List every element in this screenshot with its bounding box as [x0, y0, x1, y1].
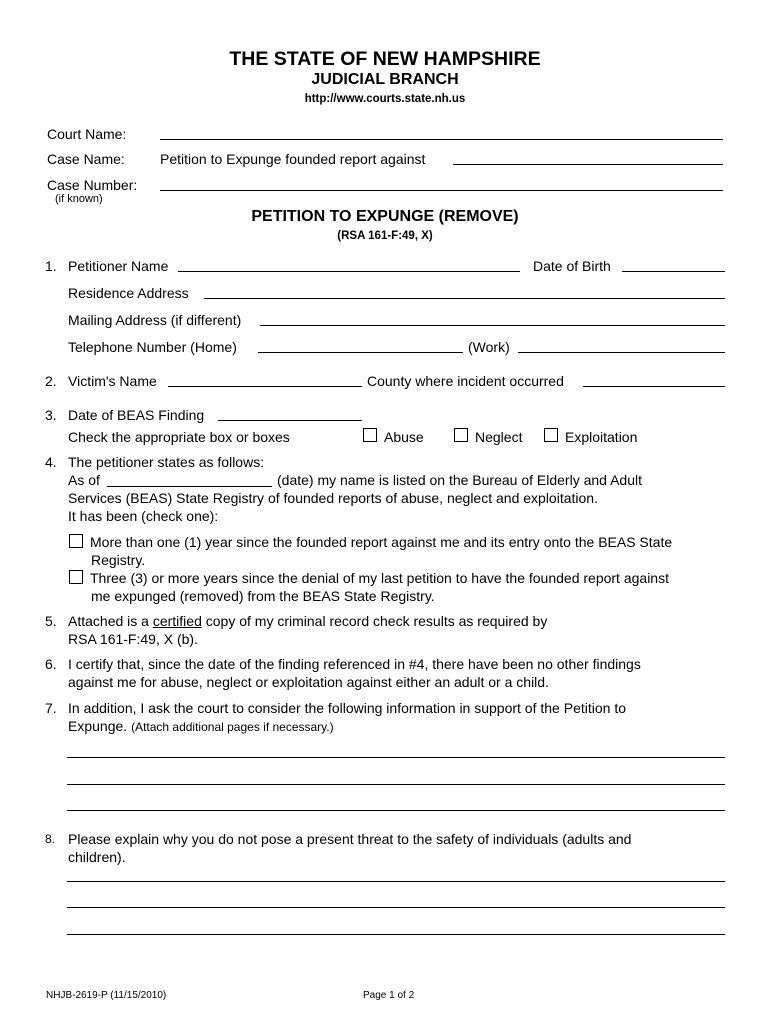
- abuse-checkbox[interactable]: [363, 428, 377, 442]
- threat-explain-line-3[interactable]: [67, 934, 725, 935]
- dob-field[interactable]: [622, 271, 725, 272]
- support-info-text-2: [68, 718, 334, 735]
- case-number-note: (if known): [55, 193, 103, 205]
- case-name-prefix: Petition to Expunge founded report against: [160, 151, 426, 167]
- certify-text-1: I certify that, since the date of the finding referenced in #4, there have been no other findings: [68, 656, 641, 672]
- threat-explain-text-2: children).: [68, 849, 126, 865]
- neglect-label: Neglect: [475, 429, 523, 445]
- support-info-text-1: In addition, I ask the court to consider the following information in support of the Petition to: [68, 700, 626, 716]
- victim-name-label: Victim's Name: [68, 373, 157, 389]
- form-id: NHJB-2619-P (11/15/2010): [46, 990, 167, 1001]
- mailing-field[interactable]: [260, 325, 725, 326]
- county-label: County where incident occurred: [367, 373, 564, 389]
- threat-explain-text-1: Please explain why you do not pose a present threat to the safety of individuals (adults and: [68, 831, 632, 847]
- phone-home-field[interactable]: [258, 352, 463, 353]
- case-name-label: Case Name:: [47, 151, 125, 167]
- victim-name-field[interactable]: [168, 386, 362, 387]
- page-subtitle: JUDICIAL BRANCH: [311, 71, 459, 88]
- residence-field[interactable]: [204, 298, 725, 299]
- abuse-label: Abuse: [384, 429, 424, 445]
- mailing-label: Mailing Address (if different): [68, 312, 242, 328]
- option-one-year-text-cont: Registry.: [91, 552, 146, 568]
- support-info-line-1[interactable]: [67, 757, 725, 758]
- support-info-main: Expunge.: [68, 718, 132, 734]
- certify-text-2: against me for abuse, neglect or exploitation against either an adult or a child.: [68, 674, 549, 690]
- date-finding-label: Date of BEAS Finding: [68, 407, 205, 423]
- dob-label: Date of Birth: [533, 258, 611, 274]
- criminal-record-pre: Attached is a: [68, 613, 153, 629]
- item-6-number: 6.: [45, 656, 57, 672]
- item-1-number: 1.: [45, 258, 57, 274]
- support-info-note: (Attach additional pages if necessary.): [131, 720, 334, 734]
- option-three-years-text-cont: me expunged (removed) from the BEAS State Registry.: [91, 588, 435, 604]
- criminal-record-statute: RSA 161-F:49, X (b).: [68, 631, 198, 647]
- court-url: http://www.courts.state.nh.us: [304, 93, 466, 105]
- residence-label: Residence Address: [68, 285, 189, 301]
- item-3-number: 3.: [45, 407, 57, 423]
- option-three-years-checkbox[interactable]: [69, 570, 83, 584]
- neglect-checkbox[interactable]: [454, 428, 468, 442]
- item-2-number: 2.: [45, 373, 57, 389]
- as-of-label: As of: [68, 472, 100, 488]
- item-4-number: 4.: [45, 454, 57, 470]
- form-statute: (RSA 161-F:49, X): [337, 230, 433, 242]
- exploitation-label: Exploitation: [565, 429, 638, 445]
- registry-text: Services (BEAS) State Registry of founded reports of abuse, neglect and exploitation.: [68, 490, 598, 506]
- court-name-field[interactable]: [160, 139, 723, 140]
- criminal-record-text: [68, 613, 547, 629]
- petitioner-name-label: Petitioner Name: [68, 258, 169, 274]
- item-7-number: 7.: [45, 700, 57, 716]
- page-title: THE STATE OF NEW HAMPSHIRE: [229, 48, 541, 70]
- court-name-label: Court Name:: [47, 126, 127, 142]
- support-info-line-3[interactable]: [67, 810, 725, 811]
- case-number-label: Case Number:: [47, 177, 138, 193]
- case-number-field[interactable]: [160, 190, 723, 191]
- option-one-year-checkbox[interactable]: [69, 534, 83, 548]
- listed-date-text: (date) my name is listed on the Bureau of Elderly and Adult: [277, 472, 642, 488]
- case-name-field[interactable]: [453, 164, 723, 165]
- listed-date-field[interactable]: [107, 486, 272, 487]
- statement-intro: The petitioner states as follows:: [68, 454, 265, 470]
- threat-explain-line-2[interactable]: [67, 907, 725, 908]
- county-field[interactable]: [583, 386, 725, 387]
- item-5-number: 5.: [45, 613, 57, 629]
- check-boxes-label: Check the appropriate box or boxes: [68, 429, 290, 445]
- option-one-year-text: More than one (1) year since the founded report against me and its entry onto the BEAS State: [90, 534, 673, 550]
- exploitation-checkbox[interactable]: [544, 428, 558, 442]
- phone-work-field[interactable]: [518, 352, 725, 353]
- phone-home-label: Telephone Number (Home): [68, 339, 237, 355]
- certified-word: certified: [152, 613, 202, 629]
- petitioner-name-field[interactable]: [178, 271, 520, 272]
- criminal-record-post: copy of my criminal record check results as required by: [201, 613, 548, 629]
- support-info-line-2[interactable]: [67, 784, 725, 785]
- phone-work-label: (Work): [468, 339, 510, 355]
- threat-explain-line-1[interactable]: [67, 881, 725, 882]
- form-title: PETITION TO EXPUNGE (REMOVE): [251, 208, 519, 225]
- option-three-years-text: Three (3) or more years since the denial of my last petition to have the founded report against: [90, 570, 669, 586]
- date-finding-field[interactable]: [218, 420, 362, 421]
- page-number: Page 1 of 2: [363, 990, 415, 1001]
- item-8-number: 8.: [45, 832, 56, 846]
- check-one-text: It has been (check one):: [68, 508, 219, 524]
